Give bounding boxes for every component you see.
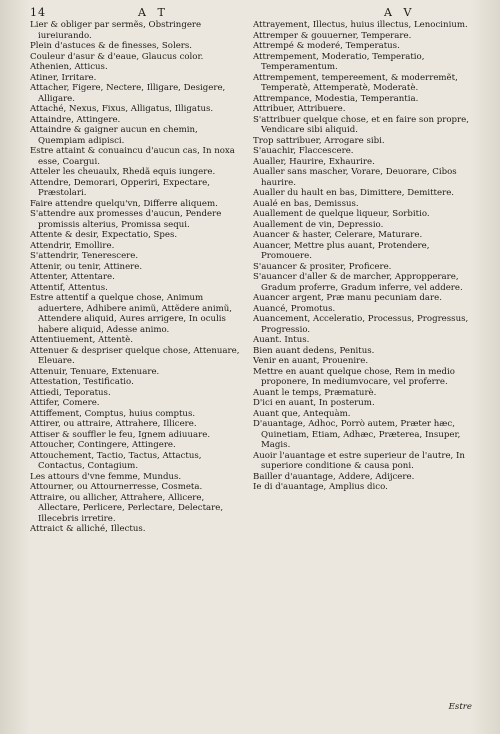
dictionary-entry: D'ici en auant, In posterum. [253, 398, 375, 408]
dictionary-entry: Attrempé & moderé, Temperatus. [253, 41, 400, 51]
dictionary-entry: Auallement de vin, Depressio. [253, 219, 384, 230]
dictionary-entry: Attoucher, Contingere, Attingere. [30, 440, 176, 450]
dictionary-entry: Attrempement, tempereement, & moderremẽt, Temperatè, Attemperatè, Moderatè. [253, 72, 458, 93]
dictionary-entry: S'attendre aux promesses d'aucun, Pendere promissis alterius, Promissa sequi. [30, 209, 222, 230]
dictionary-entry: Athenien, Atticus. [30, 62, 108, 72]
dictionary-entry: Attraire, ou allicher, Attrahere, Allicere, Allectare, Perlicere, Perlectare, Delectare, Illecebris irretire. [30, 492, 224, 524]
dictionary-entry: Attiedi, Teporatus. [30, 387, 111, 398]
dictionary-entry: Attestation, Testificatio. [30, 377, 134, 387]
dictionary-entry: Auancer argent, Præ manu pecuniam dare. [253, 293, 442, 303]
dictionary-entry: Attourner, ou Attournerresse, Cosmeta. [30, 482, 203, 492]
dictionary-entry: S'auancer d'aller & de marcher, Appropperare, Gradum proferre, Gradum inferre, vel addere. [253, 272, 463, 293]
dictionary-entry: Attrempance, Modestia, Temperantia. [253, 93, 419, 104]
dictionary-entry: Auancer & haster, Celerare, Maturare. [253, 230, 423, 240]
dictionary-entry: Attraict & alliché, Illectus. [30, 524, 146, 534]
dictionary-entry: Auant que, Antequàm. [253, 408, 351, 419]
dictionary-entry: Bailler d'auantage, Addere, Adijcere. [253, 471, 415, 482]
dictionary-entry: Attenuer & despriser quelque chose, Attenuare, Eleuare. [30, 345, 240, 366]
dictionary-entry: Auant le temps, Præmaturè. [253, 387, 377, 398]
dictionary-entry: Attiffement, Comptus, huius comptus. [30, 408, 196, 419]
dictionary-entry: Auallement de quelque liqueur, Sorbitio. [253, 209, 430, 219]
dictionary-entry: Ie di d'auantage, Amplius dico. [253, 482, 388, 492]
dictionary-entry: Attenter, Attentare. [30, 272, 115, 282]
dictionary-entry: Attentif, Attentus. [30, 282, 108, 293]
dictionary-entry: S'attendrir, Tenerescere. [30, 251, 139, 261]
dictionary-entry: Attentiuement, Attentè. [30, 335, 133, 345]
dictionary-entry: Aualler sans mascher, Vorare, Deuorare, Cibos haurire. [253, 167, 457, 188]
dictionary-entry: Attremper & gouuerner, Temperare. [253, 30, 412, 41]
dictionary-entry: Attirer, ou attraire, Attrahere, Illicere. [30, 419, 197, 429]
dictionary-entry: Aualler, Haurire, Exhaurire. [253, 156, 375, 167]
dictionary-entry: Attendre, Demorari, Opperiri, Expectare, Præstolari. [30, 177, 210, 198]
dictionary-entry: Mettre en auant quelque chose, Rem in medio proponere, In mediumvocare, vel proferre. [253, 366, 455, 387]
dictionary-entry: Auant. Intus. [253, 335, 310, 345]
right-column-heading: A V [384, 6, 416, 19]
dictionary-entry: Attacher, Figere, Nectere, Illigare, Desigere, Alligare. [30, 83, 226, 104]
left-column-heading: A T [138, 6, 169, 19]
dictionary-entry: Estre attentif a quelque chose, Animum aduertere, Adhibere animũ, Attẽdere animũ, Attendere aliquid, Aures arrigere, In oculis habere aliquid, Adesse animo. [30, 293, 232, 335]
dictionary-entry: Bien auant dedens, Penitus. [253, 345, 375, 356]
dictionary-entry: Auancer, Mettre plus auant, Protendere, Promouere. [253, 240, 430, 261]
dictionary-entry: Aualler du hault en bas, Dimittere, Demittere. [253, 188, 455, 198]
dictionary-entry: Venir en auant, Prouenire. [253, 356, 369, 366]
page-number: 14 [30, 6, 46, 19]
dictionary-entry: Attrayement, Illectus, huius illectus, Lenocinium. [253, 20, 468, 30]
dictionary-entry: Attifer, Comere. [30, 398, 100, 408]
dictionary-entry: Attaindre & gaigner aucun en chemin, Quempiam adipisci. [30, 125, 198, 146]
dictionary-entry: Attrempement, Moderatio, Temperatio, Temperamentum. [253, 51, 425, 72]
dictionary-entry: Attente & desir, Expectatio, Spes. [30, 230, 178, 240]
dictionary-entry: Faire attendre quelqu'vn, Differre aliquem. [30, 198, 218, 209]
dictionary-entry: Les attours d'vne femme, Mundus. [30, 471, 182, 482]
dictionary-entry: Attaindre, Attingere. [30, 114, 121, 125]
dictionary-entry: Attiser & souffler le feu, Ignem adiuuare. [30, 429, 211, 440]
dictionary-entry: Attenuir, Tenuare, Extenuare. [30, 366, 160, 377]
right-column [253, 20, 475, 493]
catchword: Estre [448, 702, 472, 712]
dictionary-entry: Auancé, Promotus. [253, 303, 336, 314]
dictionary-entry: Attribuer, Attribuere. [253, 104, 346, 114]
dictionary-entry: Atteler les cheuaulx, Rhedã equis iungere. [30, 167, 216, 177]
dictionary-entry: Attouchement, Tactio, Tactus, Attactus, Contactus, Contagium. [30, 450, 202, 471]
dictionary-entry: D'auantage, Adhoc, Porrò autem, Præter hæc, Quinetiam, Etiam, Adhæc, Præterea, Insuper, Magis. [253, 419, 461, 450]
dictionary-entry: Auoir l'auantage et estre superieur de l'autre, In superiore conditione & causa poni. [253, 450, 465, 471]
dictionary-entry: Plein d'astuces & de finesses, Solers. [30, 41, 193, 51]
dictionary-entry: S'auachir, Flaccescere. [253, 146, 354, 156]
dictionary-entry: Atiner, Irritare. [30, 72, 97, 83]
dictionary-entry: Trop sattribuer, Arrogare sibi. [253, 135, 385, 146]
dictionary-entry: Couleur d'asur & d'eaue, Glaucus color. [30, 51, 204, 62]
dictionary-entry: Auancement, Acceleratio, Processus, Progressus, Progressio. [253, 314, 469, 335]
dictionary-entry: Attaché, Nexus, Fixus, Alligatus, Illigatus. [30, 104, 214, 114]
dictionary-entry: Lier & obliger par sermẽs, Obstringere iureiurando. [30, 20, 202, 41]
dictionary-entry: Attenir, ou tenir, Attinere. [30, 261, 143, 272]
dictionary-entry: Estre attaint & conuaincu d'aucun cas, In noxa esse, Coargui. [30, 146, 235, 167]
dictionary-entry: S'attribuer quelque chose, et en faire son propre, Vendicare sibi aliquid. [253, 114, 469, 135]
left-column [30, 20, 244, 535]
dictionary-entry: Aualé en bas, Demissus. [253, 198, 359, 209]
dictionary-entry: Attendrir, Emollire. [30, 240, 115, 251]
dictionary-entry: S'auancer & prositer, Proficere. [253, 261, 392, 272]
